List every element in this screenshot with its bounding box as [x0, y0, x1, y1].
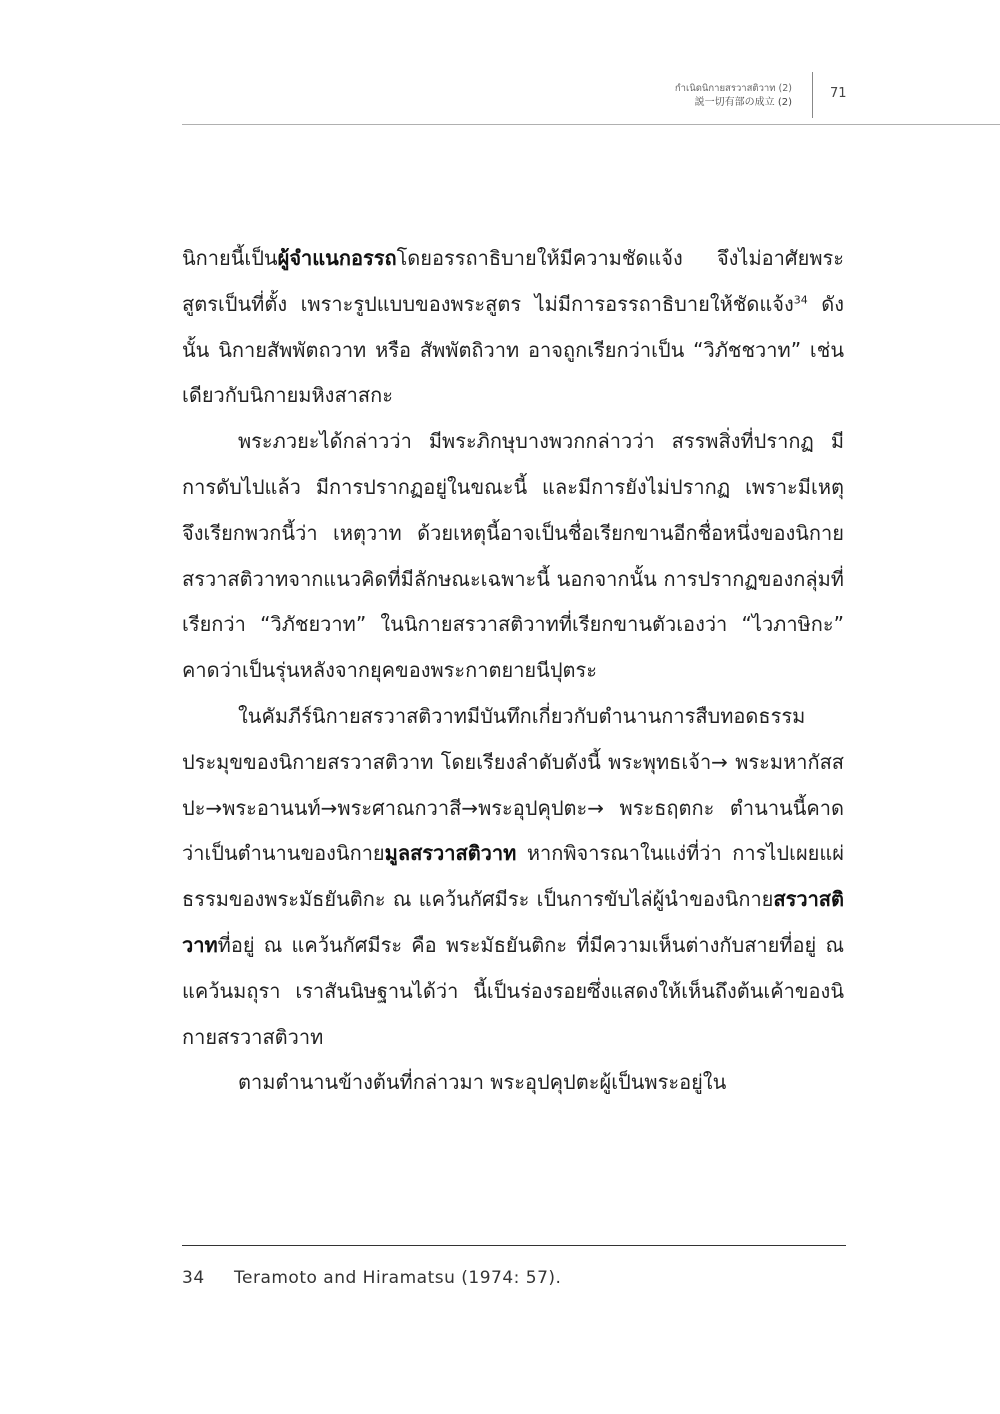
running-title-japanese: 説一切有部の成立 (2) — [694, 97, 792, 108]
page-number: 71 — [830, 86, 847, 101]
paragraph-text: พระภวยะได้กล่าวว่า มีพระภิกษุบางพวกกล่าวว่า สรรพสิ่งที่ปรากฏ มีการดับไปแล้ว มีการปรากฏอยู่ในขณะนี้ และมีการยังไม่ปรากฏ เพราะมีเหตุ จึงเรียกพวกนี้ว่า เหตุวาท ด้วยเหตุนี้อาจเป็นชื่อเรียกขานอีกชื่อหนึ่งของนิกายสรวาสติวาทจากแนวคิดที่มีลักษณะเฉพาะนี้ นอกจากนั้น การปรากฏของกลุ่มที่เรียกว่า “วิภัชยวาท” ในนิกายสรวาสติวาทที่เรียกขานตัวเองว่า “ไวภาษิกะ” คาดว่าเป็นรุ่นหลังจากยุคของพระกาตยายนีปุตระ — [182, 429, 844, 683]
bold-term: สรวาสติวาท — [182, 887, 844, 957]
running-header — [0, 0, 1000, 130]
header-divider-horizontal — [182, 124, 1000, 125]
paragraph — [182, 694, 844, 1060]
paragraph — [182, 236, 844, 419]
footnote-number: 34 — [182, 1268, 205, 1288]
running-title — [675, 82, 792, 110]
paragraph-text: หากพิจารณาในแง่ที่ว่า การไปเผยแผ่ธรรมของพระมัธยันติกะ ณ แคว้นกัศมีระ เป็นการขับไล่ผู้นำของนิกาย — [182, 841, 844, 912]
footnote — [182, 1268, 846, 1288]
bold-term: ผู้จำแนกอรรถ — [277, 246, 397, 270]
running-title-thai: กำเนิดนิกายสรวาสติวาท (2) — [674, 83, 792, 94]
paragraph-text: ตามตำนานข้างต้นที่กล่าวมา พระอุปคุปตะผู้เป็นพระอยู่ใน — [238, 1070, 727, 1095]
paragraph-text: ที่อยู่ ณ แคว้นกัศมีระ คือ พระมัธยันติกะ ที่มีความเห็นต่างกับสายที่อยู่ ณ แคว้นมถุรา เราสันนิษฐานได้ว่า นี้เป็นร่องรอยซึ่งแสดงให้เห็นถึงต้นเค้าของนิกายสรวาสติวาท — [182, 932, 844, 1049]
footnote-text: Teramoto and Hiramatsu (1974: 57). — [234, 1268, 562, 1288]
paragraph-text: โดยอรรถาธิบายให้มีความชัดแจ้ง จึงไม่อาศัยพระสูตรเป็นที่ตั้ง เพราะรูปแบบของพระสูตร ไม่มีการอรรถาธิบายให้ชัดแจ้ง — [182, 246, 844, 316]
paragraph-text: ในคัมภีร์นิกายสรวาสติวาทมีบันทึกเกี่ยวกับตำนานการสืบทอดธรรมประมุขของนิกายสรวาสติวาท โดยเรียงลำดับดังนี้ พระพุทธเจ้า→ พระมหากัสสปะ→พระอานนท์→พระศาณกวาสี→พระอุปคุปตะ→ พระธฤตกะ ตำนานนี้คาดว่าเป็นตำนานของนิกาย — [182, 703, 844, 866]
footnote-divider — [182, 1245, 846, 1246]
paragraph-text: นิกายนี้เป็น — [182, 246, 278, 270]
bold-term: มูลสรวาสติวาท — [384, 841, 517, 866]
paragraph — [182, 419, 844, 694]
header-divider-vertical — [812, 72, 813, 118]
paragraph-text: ดังนั้น นิกายสัพพัตถวาท หรือ สัพพัตถิวาท อาจถูกเรียกว่าเป็น “วิภัชชวาท” เช่นเดียวกับนิกายมหิงสาสกะ — [182, 291, 844, 408]
paragraph — [182, 1060, 844, 1106]
footnote-reference: 34 — [793, 293, 808, 307]
body-text — [182, 236, 844, 1106]
